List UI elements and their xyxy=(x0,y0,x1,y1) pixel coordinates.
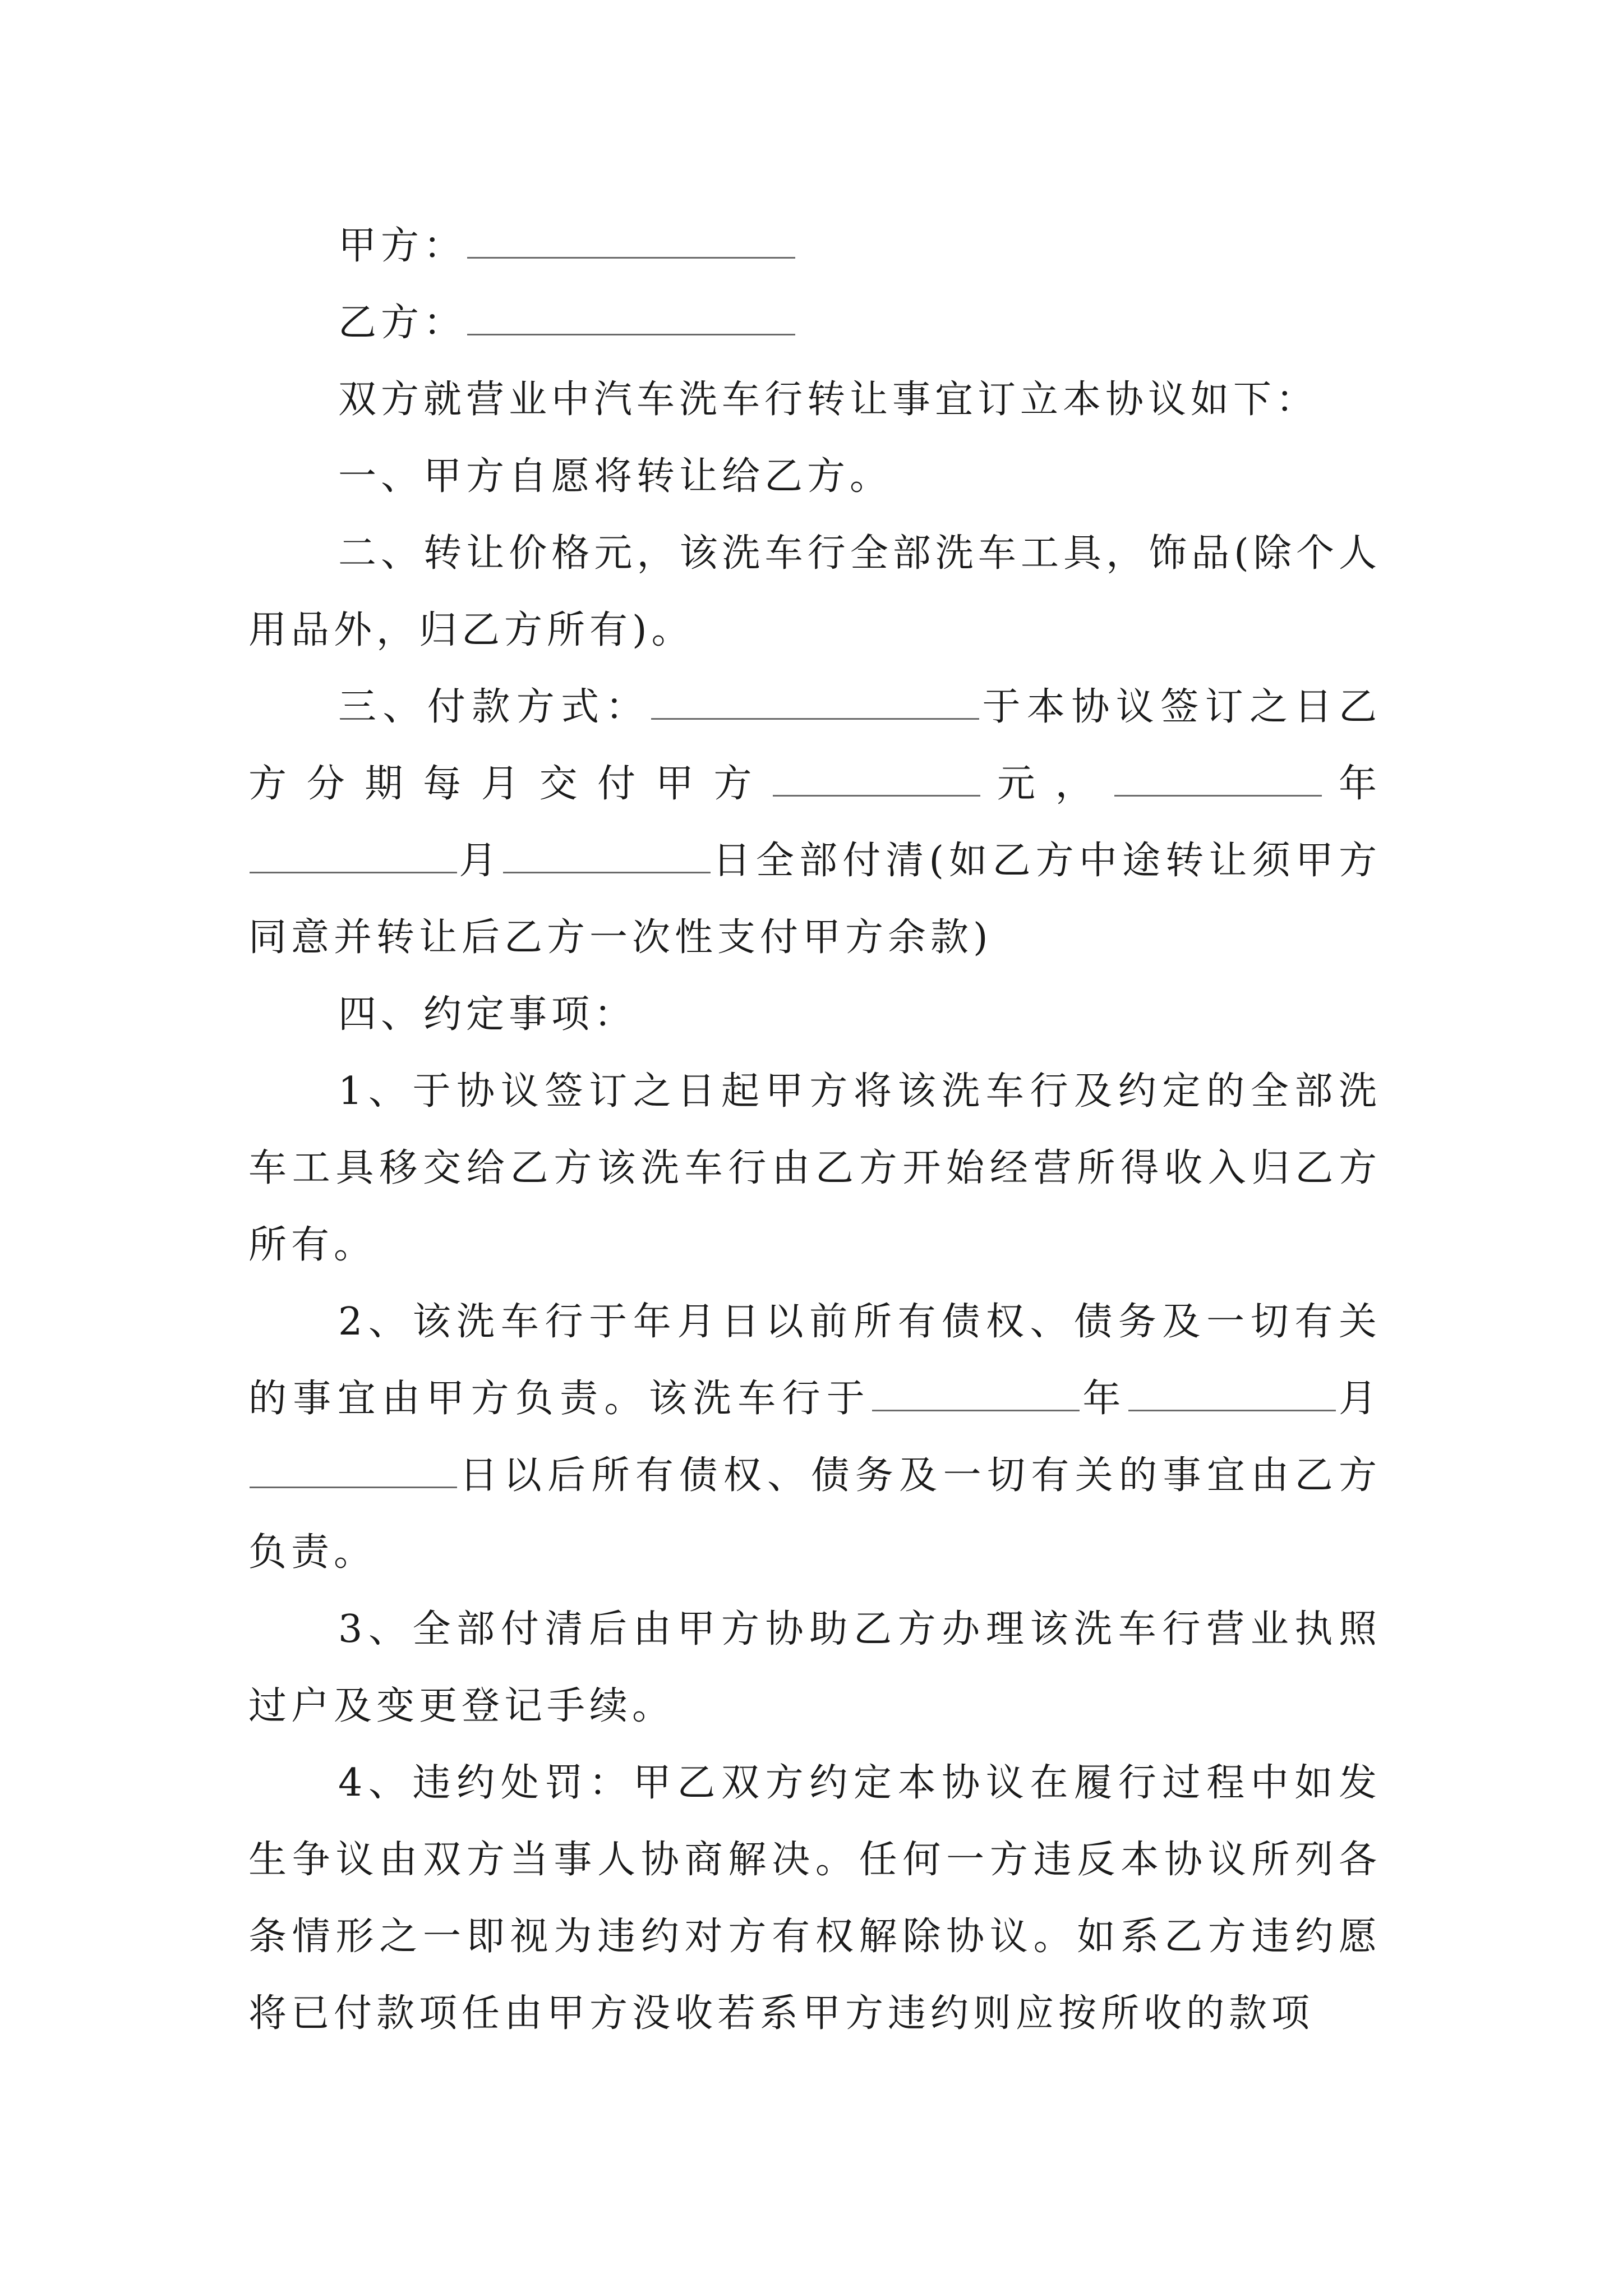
clause-3-text-c: 年 xyxy=(1323,762,1381,806)
party-b-blank[interactable] xyxy=(467,295,795,335)
payoff-day-blank[interactable] xyxy=(503,832,711,873)
clause-3-text-d: 月 xyxy=(458,839,502,883)
handover-day-blank[interactable] xyxy=(250,1447,457,1488)
item-2-text-d: 日以后所有债权、债务及一切有关的事宜由乙方负责。 xyxy=(248,1453,1381,1575)
handover-month-blank[interactable] xyxy=(1128,1370,1336,1411)
party-a-line xyxy=(248,208,1381,284)
handover-year-blank[interactable] xyxy=(872,1370,1080,1411)
item-2-text-a: 2、该洗车行于年月日以前所有债权、债务及一切有关的事宜由甲方负责。该洗车行于 xyxy=(248,1300,1381,1421)
payoff-month-blank[interactable] xyxy=(250,832,457,873)
item-2-text-c: 月 xyxy=(1336,1377,1381,1421)
intro-paragraph: 双方就营业中汽车洗车行转让事宜订立本协议如下： xyxy=(338,378,1319,422)
item-4: 4、违约处罚：甲乙双方约定本协议在履行过程中如发生争议由双方当事人协商解决。任何一方违反本协议所列各条情形之一即视为违约对方有权解除协议。如系乙方违约愿将已付款项任由甲方没收若系甲方违约则应按所收的款项 xyxy=(248,1761,1381,2036)
clause-3-text-a: 于本协议签订之日乙方分期每月交付甲方 xyxy=(248,685,1381,806)
agreement-body xyxy=(248,208,1381,2052)
monthly-amount-blank[interactable] xyxy=(773,756,980,797)
clause-3-text-b: 元， xyxy=(981,762,1114,806)
clause-1: 一、甲方自愿将转让给乙方。 xyxy=(338,454,893,499)
item-1: 1、于协议签订之日起甲方将该洗车行及约定的全部洗车工具移交给乙方该洗车行由乙方开始经营所得收入归乙方所有。 xyxy=(248,1069,1381,1267)
party-a-blank[interactable] xyxy=(467,218,795,259)
clause-3 xyxy=(248,669,1381,976)
item-2-text-b: 年 xyxy=(1081,1377,1127,1421)
payment-method-blank[interactable] xyxy=(651,679,979,720)
item-2 xyxy=(248,1283,1381,1591)
clause-2: 二、转让价格元，该洗车行全部洗车工具，饰品(除个人用品外，归乙方所有)。 xyxy=(248,531,1381,652)
party-b-label: 乙方： xyxy=(338,301,467,345)
party-a-label: 甲方： xyxy=(338,224,467,268)
payoff-year-blank[interactable] xyxy=(1114,756,1322,797)
clause-3-prefix: 三、付款方式： xyxy=(338,685,651,729)
clause-4-title: 四、约定事项： xyxy=(338,992,637,1037)
party-b-line xyxy=(248,284,1381,361)
item-3: 3、全部付清后由甲方协助乙方办理该洗车行营业执照过户及变更登记手续。 xyxy=(248,1607,1381,1728)
clause-3-text-e: 日全部付清(如乙方中途转让须甲方同意并转让后乙方一次性支付甲方余款) xyxy=(248,839,1381,960)
